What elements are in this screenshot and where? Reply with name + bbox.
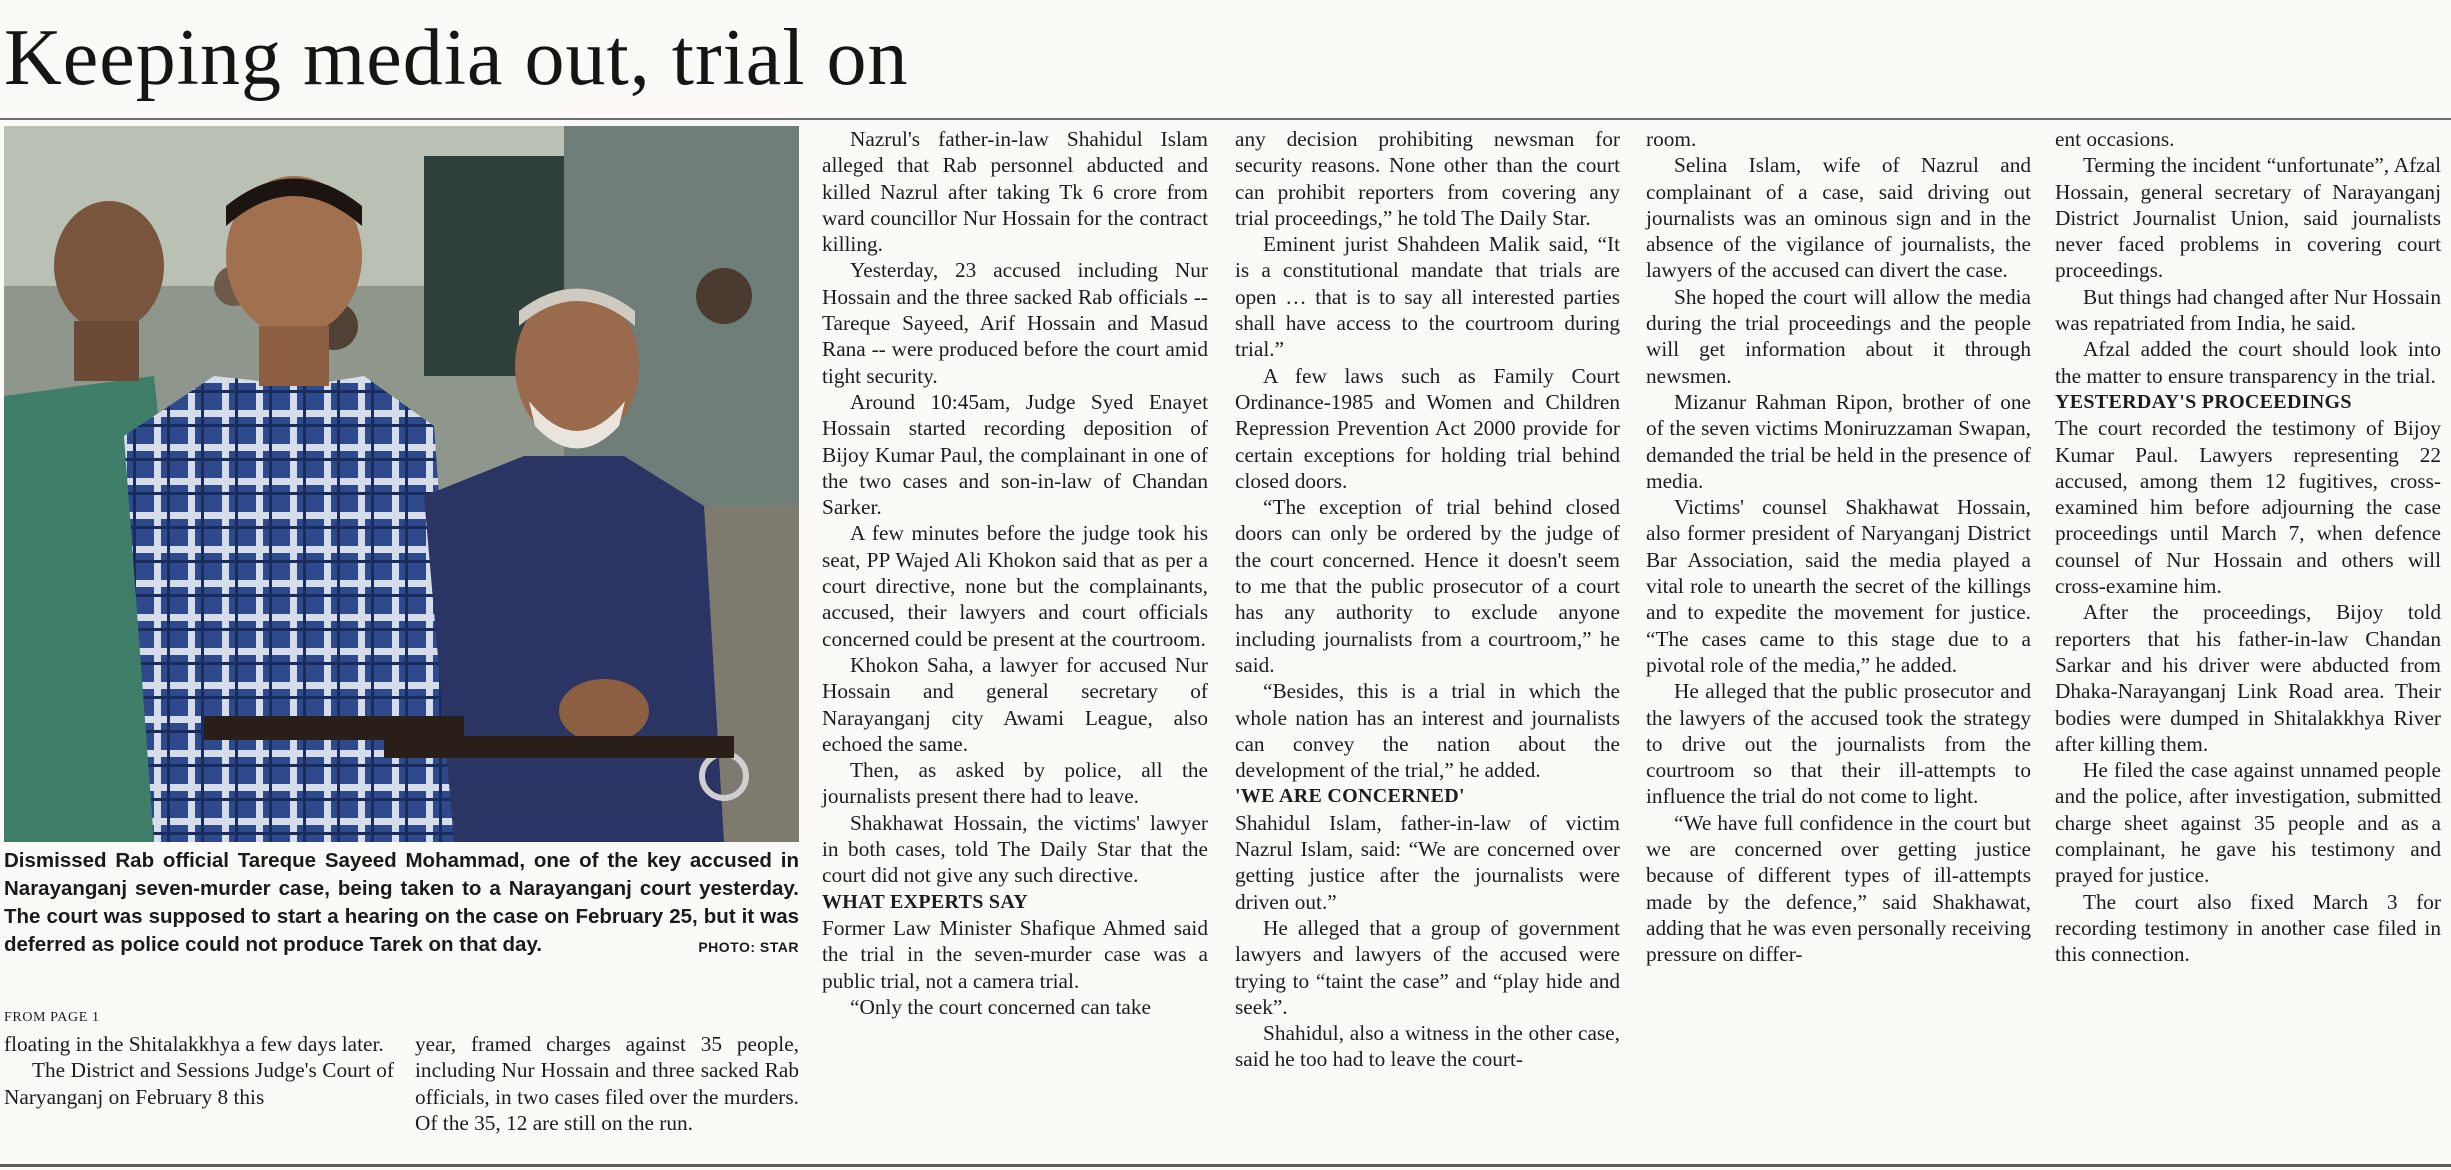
article-paragraph: Khokon Saha, a lawyer for accused Nur Hossain and general secretary of Narayanganj city Awami League, also echoed the same. [822, 652, 1208, 756]
article-paragraph: Former Law Minister Shafique Ahmed said the trial in the seven-murder case was a public trial, not a camera trial. [822, 915, 1208, 993]
article-paragraph: Nazrul's father-in-law Shahidul Islam alleged that Rab personnel abducted and killed Nazrul after taking Tk 6 crore from ward councillor Nur Hossain for the contract killing. [822, 127, 1208, 257]
article-paragraph: “The exception of trial behind closed doors can only be ordered by the judge of the court concerned. Hence it doesn't seem to me that the public prosecutor of a court has any authority to exclude anyone including journalists from a courtroom,” he said. [1235, 495, 1620, 677]
article-column-3 [1646, 126, 2031, 968]
article-paragraph: She hoped the court will allow the media during the trial proceedings and the people will get information about it through newsmen. [1646, 284, 2031, 388]
article-paragraph: Shakhawat Hossain, the victims' lawyer in both cases, told The Daily Star that the court did not give any such directive. [822, 810, 1208, 888]
caption-text: Dismissed Rab official Tareque Sayeed Mohammad, one of the key accused in Narayanganj seven-murder case, being taken to a Narayanganj court yesterday. The court was supposed to start a hearing on the case on February 25, but it was deferred as police could not produce Tarek on that day. [4, 849, 799, 956]
article-paragraph: Terming the incident “unfortunate”, Afzal Hossain, general secretary of Narayanganj District Journalist Union, said journalists never faced problems in covering court proceedings. [2055, 153, 2441, 283]
article-paragraph: He alleged that a group of government lawyers and lawyers of the accused were trying to “taint the case” and “play hide and seek”. [1235, 915, 1620, 1019]
credit-source: STAR [759, 939, 799, 955]
article-paragraph: floating in the Shitalakkhya a few days later. [4, 1032, 384, 1056]
article-paragraph: A few minutes before the judge took his seat, PP Wajed Ali Khokon said that as per a court directive, none but the complainants, accused, their lawyers and court officials concerned could be present at the courtroom. [822, 521, 1208, 651]
article-paragraph: Selina Islam, wife of Nazrul and complainant of a case, said driving out journalists was an ominous sign and in the absence of the vigilance of journalists, the lawyers of the accused can divert the case. [1646, 153, 2031, 283]
article-paragraph: room. [1646, 127, 1697, 151]
photo-caption [4, 847, 799, 961]
article-paragraph: ent occasions. [2055, 127, 2175, 151]
article-paragraph: Mizanur Rahman Ripon, brother of one of the seven victims Moniruzzaman Swapan, demanded the trial be held in the presence of media. [1646, 389, 2031, 493]
from-page-label: FROM PAGE 1 [4, 1010, 100, 1025]
article-paragraph: “Besides, this is a trial in which the whole nation has an interest and journalists can convey the nation about the development of the trial,” he added. [1235, 679, 1620, 783]
top-rule [0, 118, 2451, 120]
section-subhead: WHAT EXPERTS SAY [822, 890, 1029, 913]
credit-label: PHOTO: [698, 939, 756, 955]
bottom-rule [0, 1164, 2451, 1167]
photo-credit [698, 933, 799, 961]
article-paragraph: A few laws such as Family Court Ordinance-1985 and Women and Children Repression Prevention Act 2000 provide for certain exceptions for holding trial behind closed doors. [1235, 363, 1620, 493]
article-column-2 [1235, 126, 1620, 1073]
headline: Keeping media out, trial on [4, 14, 909, 102]
article-paragraph: Afzal added the court should look into the matter to ensure transparency in the trial. [2055, 337, 2441, 388]
article-paragraph: He filed the case against unnamed people and the police, after investigation, submitted charge sheet against 35 people and as a complainant, he gave his testimony and prayed for justice. [2055, 758, 2441, 888]
article-paragraph: After the proceedings, Bijoy told reporters that his father-in-law Chandan Sarkar and his driver were abducted from Dhaka-Narayanganj Link Road area. Their bodies were dumped in Shitalakkhya River after killing them. [2055, 600, 2441, 756]
section-subhead: 'WE ARE CONCERNED' [1235, 785, 1465, 808]
article-column-1 [822, 126, 1208, 1020]
article-paragraph: Around 10:45am, Judge Syed Enayet Hossain started recording deposition of Bijoy Kumar Paul, the complainant in one of the two cases and son-in-law of Chandan Sarker. [822, 389, 1208, 520]
article-paragraph: Shahidul, also a witness in the other case, said he too had to leave the court- [1235, 1021, 1620, 1072]
article-paragraph: Yesterday, 23 accused including Nur Hossain and the three sacked Rab officials -- Tareque Sayeed, Arif Hossain and Masud Rana -- were produced before the court amid tight security. [822, 258, 1208, 388]
section-subhead: YESTERDAY'S PROCEEDINGS [2055, 390, 2352, 413]
article-paragraph: Victims' counsel Shakhawat Hossain, also former president of Naryanganj District Bar Association, said the media played a vital role to unearth the secret of the killings and to expedite the movement for justice. “The cases came to this stage due to a pivotal role of the media,” he added. [1646, 495, 2031, 677]
article-paragraph: any decision prohibiting newsman for security reasons. None other than the court can prohibit reporters from covering any trial proceedings,” he told The Daily Star. [1235, 127, 1620, 230]
article-paragraph: year, framed charges against 35 people, including Nur Hossain and three sacked Rab officials, in two cases filed over the murders. Of the 35, 12 are still on the run. [415, 1032, 799, 1135]
continuation-column-a [4, 1005, 394, 1110]
article-paragraph: The District and Sessions Judge's Court of Naryanganj on February 8 this [4, 1058, 394, 1109]
article-column-4 [2055, 126, 2441, 968]
news-photo [4, 126, 799, 842]
article-paragraph: Shahidul Islam, father-in-law of victim Nazrul Islam, said: “We are concerned over getting justice after the journalists were driven out.” [1235, 810, 1620, 914]
article-paragraph: Then, as asked by police, all the journalists present there had to leave. [822, 758, 1208, 809]
article-paragraph: “We have full confidence in the court but we are concerned over getting justice because of different types of ill-attempts made by the defence,” said Shakhawat, adding that he was even personally receiving pressure on differ- [1646, 810, 2031, 967]
article-paragraph: Eminent jurist Shahdeen Malik said, “It is a constitutional mandate that trials are open … that is to say all interested parties shall have access to the courtroom during trial.” [1235, 232, 1620, 362]
article-paragraph: He alleged that the public prosecutor and the lawyers of the accused took the strategy to drive out the journalists from the courtroom so that their ill-attempts to influence the trial do not come to light. [1646, 679, 2031, 809]
article-paragraph: The court recorded the testimony of Bijoy Kumar Paul. Lawyers representing 22 accused, among them 12 fugitives, cross-examined him before adjourning the case proceedings until March 7, when defence counsel of Nur Hossain and others will cross-examine him. [2055, 416, 2441, 599]
article-paragraph: “Only the court concerned can take [850, 994, 1151, 1019]
article-paragraph: The court also fixed March 3 for recording testimony in another case filed in this connection. [2055, 889, 2441, 967]
continuation-column-b [415, 1005, 799, 1136]
article-paragraph: But things had changed after Nur Hossain was repatriated from India, he said. [2055, 284, 2441, 336]
